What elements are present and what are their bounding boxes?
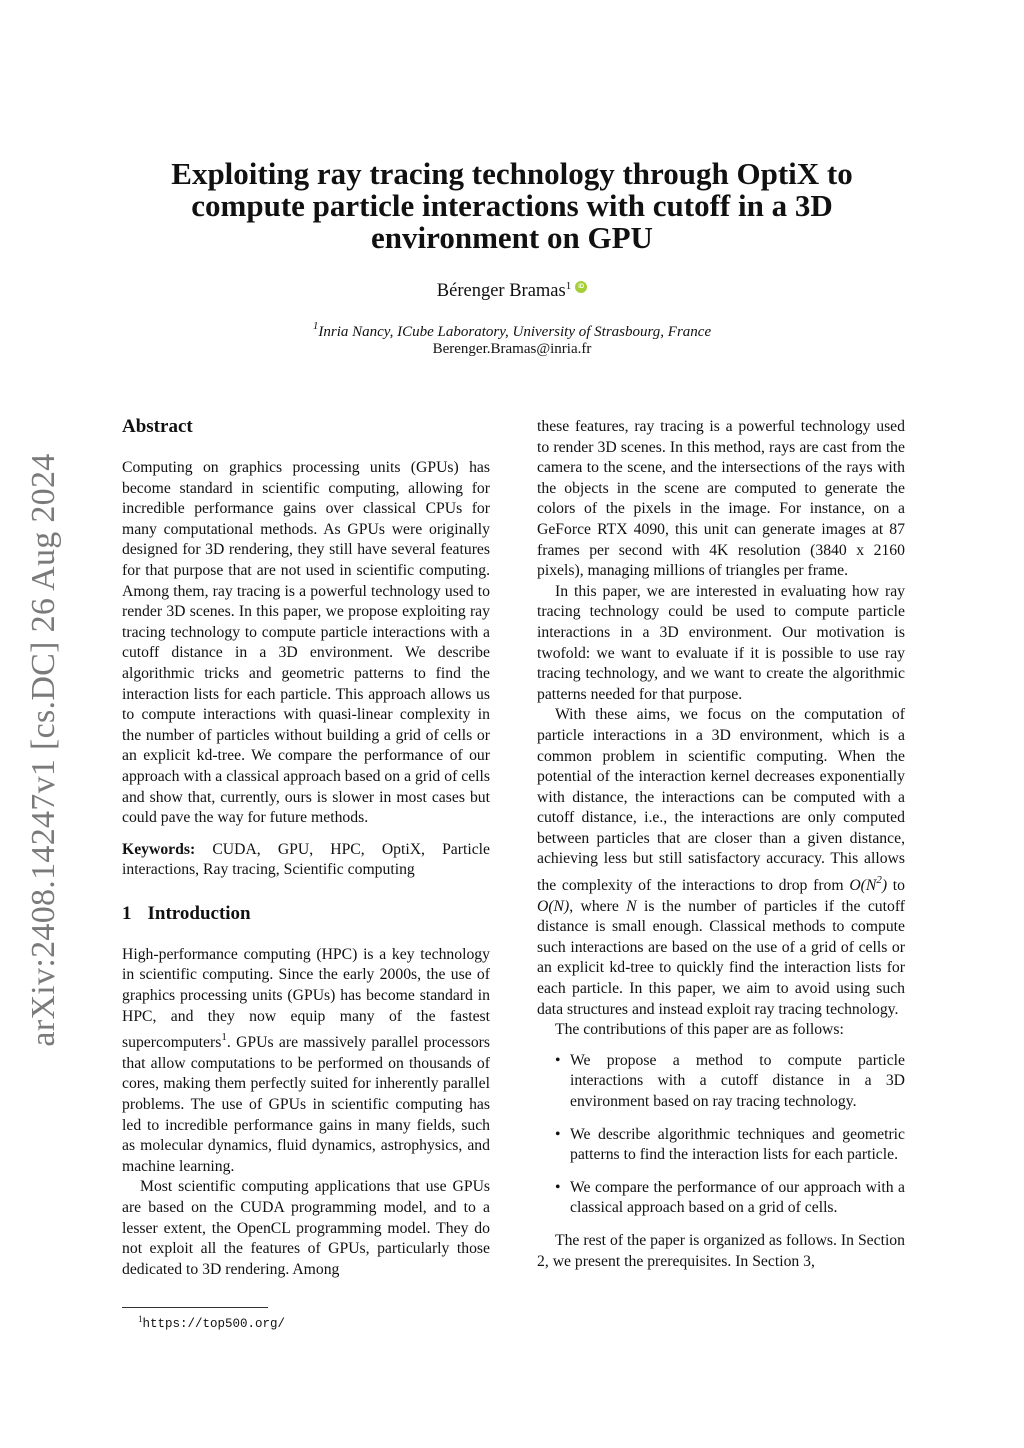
intro-paragraph-1 <box>122 945 490 1178</box>
intro-paragraph-4 <box>537 705 905 1020</box>
right-column <box>537 417 905 1272</box>
list-item <box>537 1125 905 1166</box>
math-paren: ) <box>881 877 888 895</box>
arxiv-side-stamp <box>22 440 66 1060</box>
footnote-number: 1 <box>138 1314 143 1324</box>
author-email: Berenger.Bramas@inria.fr <box>432 341 592 357</box>
title-line: compute particle interactions with cutoff in a 3D <box>191 188 833 223</box>
author-affiliation-mark: 1 <box>565 280 572 292</box>
author-line <box>0 280 1024 302</box>
intro-paragraph-4-text-cont: is the number of particles if the cutoff distance is small enough. Classical methods to compute such interactions are based on the use of a grid of cells or an explicit kd-tree to quickly find the interaction lists for each particle. In this paper, we aim to avoid using such data structures and instead exploit ray tracing technology. <box>537 897 905 1018</box>
footnote-mark[interactable]: 1 <box>221 1031 227 1044</box>
keywords-label: Keywords: <box>122 840 196 858</box>
affiliation-text: Inria Nancy, ICube Laboratory, University of Strasbourg, France <box>318 324 712 340</box>
section-number: 1 <box>122 902 132 924</box>
intro-paragraph-2: Most scientific computing applications that use GPUs are based on the CUDA programming model, and to a lesser extent, the OpenCL programming model. They do not exploit all the features of GPUs, particularly those dedicated to 3D rendering. Among <box>122 1178 490 1278</box>
intro-paragraph-3: In this paper, we are interested in evaluating how ray tracing technology could be used to compute particle interactions in a 3D environment. Our motivation is twofold: we want to evaluate if it is possible to use ray tracing technology, and we want to create the algorithmic patterns needed for that purpose. <box>537 582 905 703</box>
title-line: Exploiting ray tracing technology through OptiX to <box>171 156 853 191</box>
affiliation-mark: 1 <box>312 320 319 332</box>
affiliation <box>0 320 1024 341</box>
footnote-divider <box>122 1307 268 1308</box>
abstract-text: Computing on graphics processing units (GPUs) has become standard in scientific computing, allowing for incredible performance gains over classical CPUs for many computational methods. As GPUs were originally designed for 3D rendering, they still have several features for that purpose that are not used in scientific computing. Among them, ray tracing is a powerful technology used to render 3D scenes. In this paper, we propose exploiting ray tracing technology to compute particle interactions with a cutoff distance in a 3D environment. We describe algorithmic tricks and geometric patterns to find the interaction lists for each particle. This approach allows us to compute interactions with quasi-linear complexity in the number of particles without building a grid of cells or an explicit kd-tree. We compare the performance of our approach with a classical approach based on a grid of cells and show that, currently, ours is slower in most cases but could pave the way for future methods. <box>122 459 490 827</box>
arxiv-identifier: arXiv:2408.14247v1 [cs.DC] 26 Aug 2024 <box>25 453 62 1047</box>
intro-paragraph-4-text: With these aims, we focus on the computation of particle interactions in a 3D environment, which is a common problem in scientific computing. When the potential of the interaction kernel decreases exponentially with distance, the interactions can be computed with a cutoff distance, i.e., the interactions are only computed between particles that are closer than a given distance, achieving less but still satisfactory accuracy. This allows the complexity of the interactions to drop from <box>537 706 905 895</box>
bullet-icon: • <box>555 1125 561 1143</box>
text-fragment: , where <box>569 897 627 915</box>
left-column <box>122 415 490 1280</box>
intro-paragraph-2-continued: these features, ray tracing is a powerful technology used to render 3D scenes. In this method, rays are cast from the camera to the scene, and the intersections of the rays with the objects in the scene are computed to generate the colors of the pixels in the image. For instance, on a GeForce RTX 4090, this unit can generate images at 87 frames per second with 4K resolution (3840 x 2160 pixels), managing millions of triangles per frame. <box>537 418 905 580</box>
title-line: environment on GPU <box>371 220 653 255</box>
math-term: O(N <box>849 877 877 895</box>
contributions-list <box>537 1051 905 1219</box>
list-item-text: We compare the performance of our approach with a classical approach based on a grid of cells. <box>570 1178 905 1217</box>
section-title: Introduction <box>147 902 251 924</box>
author-name: Bérenger Bramas <box>436 281 566 301</box>
list-item-text: We propose a method to compute particle interactions with a cutoff distance in a 3D environment based on ray tracing technology. <box>570 1051 905 1110</box>
paper-title <box>150 158 874 254</box>
list-item-text: We describe algorithmic techniques and geometric patterns to find the interaction lists for each particle. <box>570 1125 905 1164</box>
math-exponent: 2 <box>876 874 882 887</box>
orcid-icon[interactable]: iD <box>575 281 587 293</box>
bullet-icon: • <box>555 1051 561 1069</box>
text-fragment: to <box>887 877 905 895</box>
abstract-heading: Abstract <box>122 416 193 437</box>
math-complexity-quadratic <box>849 874 888 895</box>
bullet-icon: • <box>555 1178 561 1196</box>
math-complexity-linear: O(N) <box>537 897 570 915</box>
keywords <box>122 840 490 881</box>
list-item <box>537 1051 905 1113</box>
intro-paragraph-1-text: High-performance computing (HPC) is a key technology in scientific computing. Since the early 2000s, the use of graphics processing units (GPUs) has become standard in HPC, and they now equip many of the fastest supercomputers <box>122 945 490 1052</box>
math-variable-n: N <box>626 897 637 915</box>
intro-paragraph-1-text-cont: . GPUs are massively parallel processors that allow computations to be performed on thousands of cores, making them perfectly suited for inherently parallel problems. The use of GPUs in scientific computing has led to incredible performance gains in many fields, such as molecular dynamics, fluid dynamics, astrophysics, and machine learning. <box>122 1034 490 1175</box>
intro-paragraph-5: The contributions of this paper are as follows: <box>555 1021 844 1039</box>
intro-paragraph-6: The rest of the paper is organized as follows. In Section 2, we present the prerequisites. In Section 3, <box>537 1231 905 1270</box>
keywords-text: CUDA, GPU, HPC, OptiX, Particle interactions, Ray tracing, Scientific computing <box>122 840 490 879</box>
footnote <box>138 1314 285 1331</box>
footnote-link[interactable]: https://top500.org/ <box>142 1317 286 1331</box>
section-heading-introduction <box>122 902 490 926</box>
list-item <box>537 1178 905 1219</box>
